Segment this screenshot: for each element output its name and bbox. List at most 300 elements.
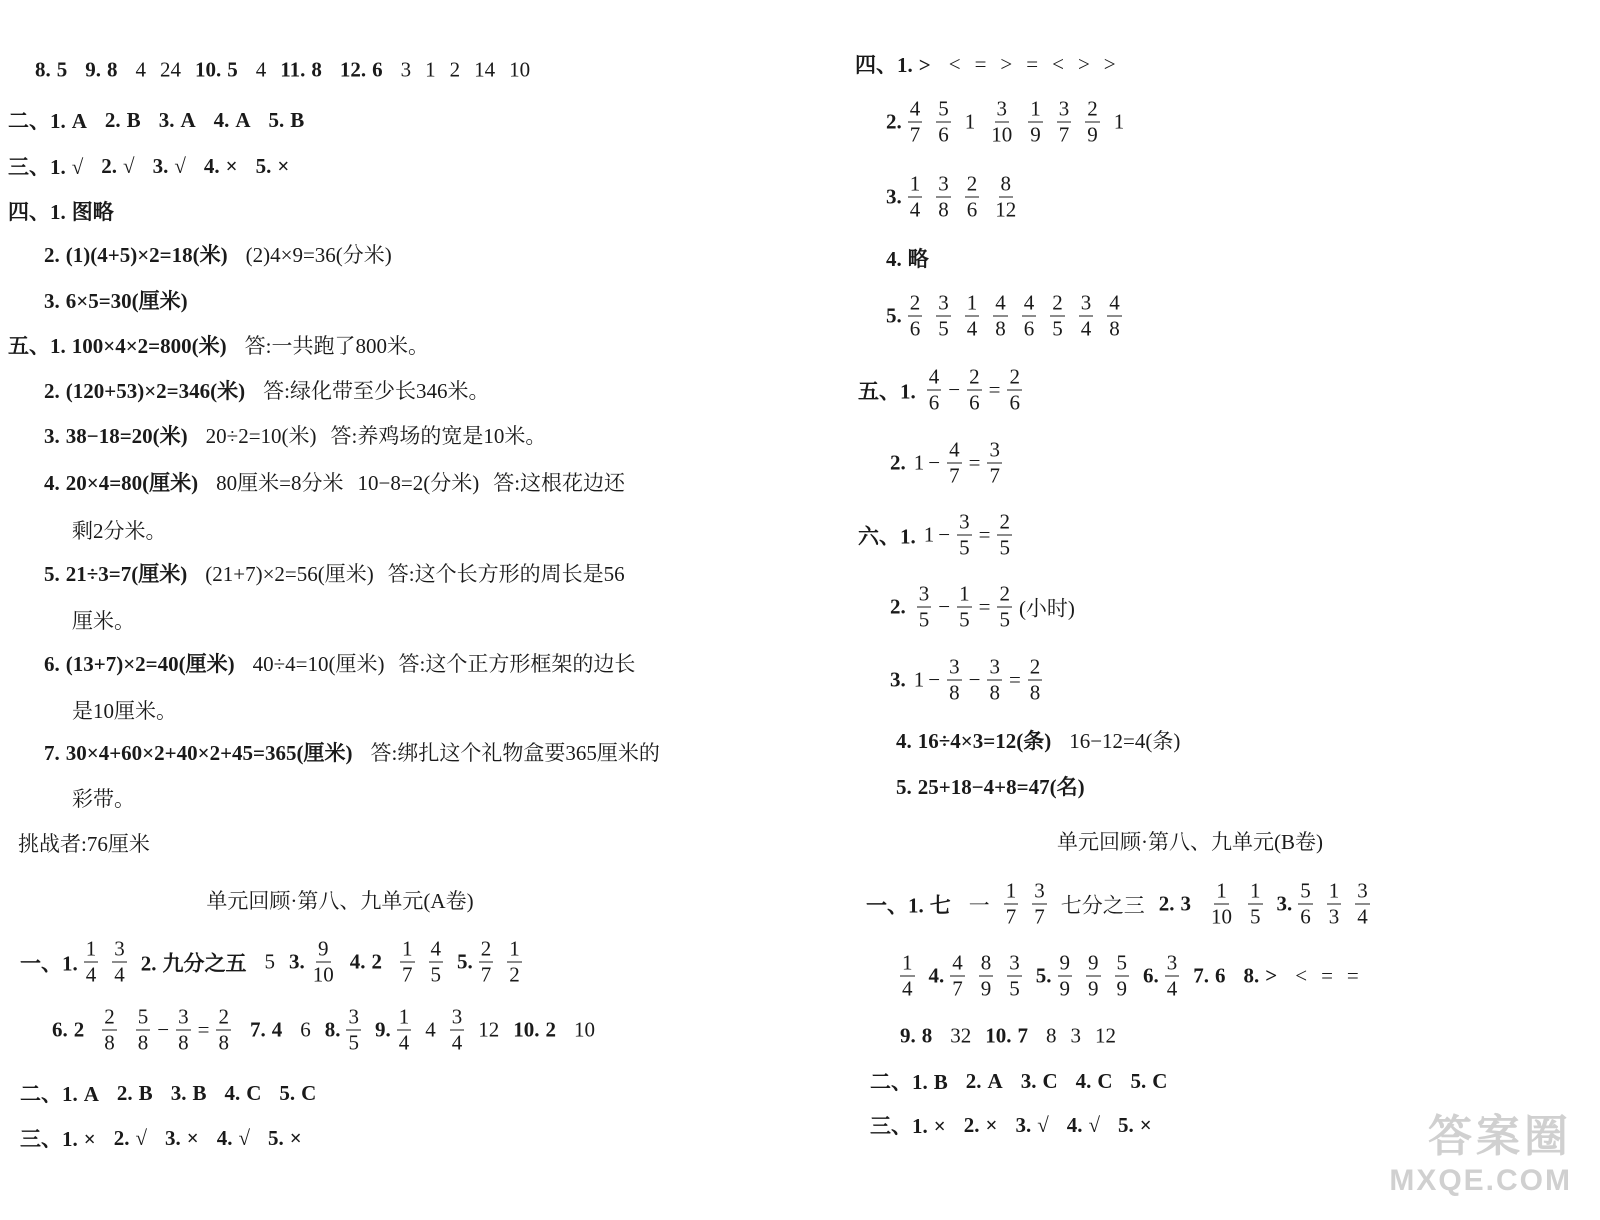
- question-number: 3.: [170, 1080, 187, 1105]
- answer-line: [20, 936, 536, 987]
- question-number: 2.: [890, 594, 906, 619]
- fraction-denominator: 8: [137, 1030, 149, 1055]
- answer-value: ×: [289, 1125, 302, 1150]
- answer-value: 2: [73, 1017, 85, 1042]
- answer-line: [890, 581, 1091, 632]
- answer-value: 6: [1215, 963, 1226, 988]
- question-number: 3.: [289, 949, 305, 974]
- answer-value: 3: [400, 57, 412, 82]
- fraction-denominator: 4: [902, 976, 913, 1001]
- equation-term: −: [928, 667, 941, 692]
- answer-value: √: [1088, 1112, 1100, 1137]
- answer-value: A: [180, 107, 196, 132]
- answer-line: [866, 878, 1384, 929]
- question-number: 3.: [1276, 891, 1293, 916]
- question-item: [250, 1018, 282, 1043]
- fraction-numerator: 3: [996, 96, 1007, 121]
- answer-value: 答:这个长方形的周长是56: [387, 562, 625, 586]
- answer-value: C: [246, 1080, 262, 1105]
- equation-term: −: [157, 1017, 170, 1042]
- question-number: 2.: [886, 109, 902, 134]
- answer-value: 答:绿化带至少长346米。: [263, 379, 490, 403]
- answer-line: [8, 105, 322, 135]
- answer-value: B: [138, 1080, 153, 1105]
- fraction-numerator: 3: [178, 1004, 189, 1029]
- question-number: 4.: [349, 949, 366, 974]
- question-item: [204, 154, 238, 179]
- fraction: [936, 171, 951, 222]
- fraction: [950, 950, 965, 1001]
- answer-value: B: [126, 107, 141, 132]
- fraction-numerator: 3: [1080, 290, 1092, 315]
- fraction: [900, 950, 915, 1001]
- question-item: [8, 196, 114, 226]
- answer-value: C: [301, 1080, 317, 1105]
- fraction-denominator: 4: [398, 1030, 410, 1055]
- fraction-denominator: 4: [1080, 316, 1092, 341]
- answer-value: √: [123, 153, 135, 178]
- answer-value: 14: [474, 57, 496, 82]
- fraction: [997, 581, 1012, 632]
- equation-term: =: [978, 594, 991, 619]
- fraction: [1115, 950, 1130, 1001]
- fraction-numerator: 3: [1357, 878, 1368, 903]
- answer-value: >: [1077, 51, 1090, 76]
- fraction: [967, 364, 982, 415]
- fraction-numerator: 2: [969, 364, 980, 389]
- question-item: [325, 1018, 341, 1043]
- answer-value: ×: [186, 1125, 199, 1150]
- question-item: [224, 1081, 261, 1106]
- fraction-denominator: 9: [1030, 122, 1041, 147]
- fraction-denominator: 6: [909, 316, 921, 341]
- fraction-numerator: 3: [1058, 96, 1070, 121]
- answer-value: 2: [371, 949, 382, 974]
- question-number: 4.: [213, 107, 230, 132]
- fraction: [908, 290, 923, 341]
- question-number: 4.: [928, 963, 945, 988]
- fraction-denominator: 9: [1088, 976, 1099, 1001]
- fraction-denominator: 5: [1250, 904, 1261, 929]
- answer-value: <: [1052, 51, 1064, 76]
- equation-term: −: [938, 594, 951, 619]
- answer-value: >: [1265, 963, 1278, 988]
- fraction: [989, 96, 1014, 147]
- question-number: 5.: [1130, 1068, 1147, 1093]
- question-item: [929, 964, 945, 989]
- question-item: [171, 1081, 207, 1106]
- question-item: [279, 1081, 316, 1106]
- answer-value: 21÷3=7(厘米): [65, 562, 188, 586]
- fraction: [979, 950, 994, 1001]
- answer-value: 38−18=20(米): [65, 424, 188, 448]
- question-number: 5.: [1035, 963, 1052, 988]
- question-item: [886, 243, 929, 273]
- answer-value: =: [1026, 51, 1039, 76]
- question-item: [1067, 1113, 1100, 1138]
- answer-value: (1)(4+5)×2=18(米): [65, 243, 228, 267]
- fraction: [1327, 878, 1342, 929]
- answer-value: 20×4=80(厘米): [65, 471, 199, 495]
- answer-value: 答:这个正方形框架的边长: [398, 652, 636, 676]
- question-item: [985, 1024, 1028, 1049]
- question-number: 5.: [1118, 1112, 1134, 1137]
- answer-value: 7: [1017, 1023, 1028, 1048]
- answer-value: 6: [300, 1017, 311, 1042]
- fraction-numerator: 1: [398, 1004, 410, 1029]
- question-number: 五、1.: [858, 379, 916, 403]
- question-item: [217, 1126, 250, 1151]
- fraction-numerator: 5: [938, 96, 949, 121]
- fraction: [1165, 950, 1180, 1001]
- question-item: [214, 108, 251, 133]
- answer-value: 8: [311, 57, 322, 82]
- fraction-denominator: 7: [480, 962, 492, 987]
- question-number: 4.: [216, 1125, 233, 1150]
- answer-value: 1: [1113, 109, 1125, 134]
- fraction: [400, 936, 415, 987]
- answer-value: 8: [107, 57, 118, 82]
- fraction: [1085, 96, 1100, 147]
- fraction-numerator: 1: [902, 950, 913, 975]
- question-item: [964, 1113, 998, 1138]
- question-item: [44, 375, 245, 405]
- answer-value: 16÷4×3=12(条): [917, 729, 1052, 753]
- answer-value: 七: [929, 893, 951, 917]
- question-item: [375, 1018, 391, 1043]
- fraction-denominator: 7: [402, 962, 413, 987]
- fraction-numerator: 3: [989, 654, 1000, 679]
- fraction: [936, 96, 951, 147]
- question-item: [159, 108, 196, 133]
- question-number: 4.: [886, 247, 902, 271]
- fraction-numerator: 9: [1088, 950, 1099, 975]
- question-item: [256, 154, 290, 179]
- answer-line: [858, 364, 1041, 415]
- fraction-denominator: 4: [451, 1030, 463, 1055]
- fraction: [1004, 878, 1019, 929]
- question-item: [966, 1069, 1003, 1094]
- fraction: [993, 290, 1008, 341]
- fraction-denominator: 5: [348, 1030, 359, 1055]
- question-item: [1143, 964, 1159, 989]
- fraction-numerator: 2: [104, 1004, 115, 1029]
- question-number: 7.: [44, 741, 60, 765]
- question-number: 2.: [44, 379, 60, 403]
- fraction-denominator: 5: [938, 316, 949, 341]
- fraction-numerator: 1: [959, 581, 970, 606]
- fraction-denominator: 4: [1166, 976, 1178, 1001]
- question-number: 4.: [203, 153, 220, 178]
- fraction-denominator: 5: [959, 535, 970, 560]
- fraction: [450, 1004, 465, 1055]
- answer-line: [44, 420, 560, 450]
- fraction-numerator: 2: [1029, 654, 1041, 679]
- answer-value: 10: [509, 57, 531, 82]
- answer-line: [35, 58, 544, 83]
- fraction-numerator: 3: [938, 290, 949, 315]
- answer-value: A: [71, 109, 87, 133]
- fraction: [987, 437, 1002, 488]
- question-item: [141, 947, 247, 977]
- answer-line: [8, 151, 307, 181]
- answer-value: >: [918, 53, 931, 77]
- fraction-denominator: 8: [218, 1030, 229, 1055]
- answer-value: ×: [985, 1112, 998, 1137]
- question-number: 三、1.: [870, 1114, 928, 1138]
- fraction-numerator: 4: [909, 96, 921, 121]
- answer-value: 答:一共跑了800米。: [244, 334, 429, 358]
- question-item: [44, 648, 235, 678]
- question-item: [20, 1078, 99, 1108]
- question-number: 四、1.: [855, 53, 913, 77]
- fraction-denominator: 4: [114, 962, 125, 987]
- answer-value: (120+53)×2=346(米): [65, 379, 246, 403]
- question-number: 4.: [896, 729, 912, 753]
- fraction: [957, 581, 972, 632]
- question-number: 3.: [886, 184, 902, 209]
- fraction: [84, 936, 99, 987]
- fraction-equation: [922, 364, 1027, 415]
- question-item: [886, 304, 902, 329]
- answer-value: =: [1346, 963, 1359, 988]
- question-item: [870, 1066, 948, 1096]
- answer-value: C: [1042, 1068, 1058, 1093]
- question-number: 8.: [324, 1017, 341, 1042]
- question-item: [1118, 1113, 1152, 1138]
- fraction-denominator: 7: [1058, 122, 1070, 147]
- watermark: [1389, 1100, 1572, 1198]
- answer-value: 25+18−4+8=47(名): [917, 775, 1085, 799]
- fraction: [479, 936, 494, 987]
- answer-line: [870, 1110, 1170, 1140]
- fraction-numerator: 1: [966, 290, 978, 315]
- answer-line: [44, 375, 503, 405]
- fraction-numerator: 4: [1109, 290, 1120, 315]
- fraction: [1007, 950, 1022, 1001]
- answer-value: A: [235, 107, 251, 132]
- fraction-denominator: 4: [966, 316, 978, 341]
- answer-value: 2: [545, 1017, 556, 1042]
- question-number: 3.: [1020, 1068, 1037, 1093]
- question-item: [886, 110, 902, 135]
- answer-line: [8, 196, 132, 226]
- question-item: [890, 668, 906, 693]
- question-item: [117, 1081, 153, 1106]
- equation-term: −: [938, 522, 951, 547]
- answer-line: [886, 171, 1032, 222]
- answer-line: [44, 737, 674, 767]
- answer-value: (21+7)×2=56(厘米): [205, 562, 374, 586]
- answer-value: A: [83, 1082, 99, 1106]
- fraction-denominator: 10: [991, 122, 1013, 147]
- answer-value: 10−8=2(分米): [357, 471, 480, 495]
- question-number: 2.: [44, 243, 60, 267]
- watermark-site: MXQE.COM: [1389, 1164, 1572, 1197]
- answer-value: 1: [964, 109, 976, 134]
- answer-value: A: [987, 1068, 1003, 1093]
- fraction: [1079, 290, 1094, 341]
- answer-value: 厘米。: [72, 609, 135, 633]
- equation-term: −: [928, 450, 941, 475]
- question-number: 3.: [1015, 1112, 1032, 1137]
- fraction-numerator: 9: [1059, 950, 1070, 975]
- question-item: [1076, 1069, 1113, 1094]
- question-item: [1131, 1069, 1168, 1094]
- answer-line: [886, 96, 1138, 147]
- fraction: [1086, 950, 1101, 1001]
- question-item: [44, 737, 353, 767]
- fraction-numerator: 3: [989, 437, 1000, 462]
- question-item: [886, 185, 902, 210]
- fraction-denominator: 3: [1328, 904, 1340, 929]
- answer-line: [886, 243, 947, 273]
- question-item: [858, 375, 916, 405]
- fraction-denominator: 6: [938, 122, 949, 147]
- fraction-denominator: 6: [1023, 316, 1035, 341]
- answer-value: 略: [907, 247, 929, 271]
- question-number: 9.: [900, 1023, 916, 1048]
- fraction: [429, 936, 444, 987]
- equation-term: =: [197, 1017, 210, 1042]
- fraction-denominator: 8: [995, 316, 1006, 341]
- question-number: 8.: [1243, 963, 1260, 988]
- fraction-equation: [912, 654, 1048, 705]
- answer-line: [896, 725, 1194, 755]
- answer-value: 图略: [71, 200, 114, 224]
- equation-term: =: [1008, 667, 1021, 692]
- fraction-numerator: 2: [1009, 364, 1020, 389]
- question-item: [280, 58, 322, 83]
- fraction: [1050, 290, 1065, 341]
- answer-value: 4: [255, 57, 267, 82]
- question-item: [8, 330, 227, 360]
- question-item: [289, 950, 305, 975]
- fraction-numerator: 3: [1034, 878, 1045, 903]
- question-number: 7.: [1193, 963, 1209, 988]
- fraction: [1355, 878, 1370, 929]
- answer-value: >: [1000, 51, 1013, 76]
- fraction-numerator: 1: [85, 936, 97, 961]
- fraction-numerator: 5: [1116, 950, 1127, 975]
- question-number: 9.: [85, 57, 101, 82]
- fraction-equation: [912, 581, 1077, 632]
- fraction: [1248, 878, 1263, 929]
- fraction: [176, 1004, 191, 1055]
- fraction: [102, 1004, 117, 1055]
- answer-value: 5: [56, 57, 68, 82]
- fraction: [1032, 878, 1047, 929]
- question-item: [35, 58, 67, 83]
- fraction-denominator: 8: [949, 680, 960, 705]
- answer-value: 答:这根花边还: [493, 471, 626, 495]
- question-number: 6.: [1143, 963, 1159, 988]
- question-number: 9.: [374, 1017, 391, 1042]
- answer-value: 一: [968, 893, 990, 917]
- question-number: 4.: [1066, 1112, 1083, 1137]
- question-number: 10.: [195, 57, 222, 82]
- question-item: [195, 58, 238, 83]
- fraction-numerator: 1: [1030, 96, 1041, 121]
- fraction: [1007, 364, 1022, 415]
- answer-line: [896, 771, 1103, 801]
- question-number: 11.: [280, 57, 306, 82]
- answer-value: 40÷4=10(厘米): [252, 652, 385, 676]
- question-number: 6.: [52, 1017, 68, 1042]
- question-item: [52, 1018, 84, 1043]
- fraction-denominator: 8: [989, 680, 1000, 705]
- answer-value: 12: [1095, 1023, 1116, 1048]
- fraction-denominator: 7: [1005, 904, 1017, 929]
- question-number: 8.: [35, 57, 51, 82]
- fraction: [908, 171, 923, 222]
- question-number: 2.: [113, 1125, 130, 1150]
- answer-value: ×: [225, 153, 238, 178]
- answer-line: [890, 654, 1061, 705]
- answer-value: ×: [933, 1114, 946, 1138]
- fraction-numerator: 8: [980, 950, 992, 975]
- question-number: 三、1.: [20, 1127, 78, 1151]
- fraction: [397, 1004, 412, 1055]
- question-number: 5.: [457, 949, 473, 974]
- fraction-numerator: 4: [995, 290, 1006, 315]
- answer-value: 4: [135, 57, 146, 82]
- equation-term: 1: [913, 450, 925, 475]
- answer-value: 剩2分米。: [72, 519, 167, 543]
- question-number: 5.: [886, 303, 902, 328]
- question-number: 3.: [158, 107, 175, 132]
- answer-value: B: [290, 107, 305, 132]
- question-number: 2.: [104, 107, 121, 132]
- question-number: 2.: [116, 1080, 133, 1105]
- fraction: [1022, 290, 1037, 341]
- fraction-denominator: 4: [1357, 904, 1368, 929]
- fraction: [997, 509, 1012, 560]
- answer-value: 10: [573, 1017, 595, 1042]
- question-number: 5.: [268, 1125, 284, 1150]
- answer-value: >: [1103, 51, 1116, 76]
- answer-line: [900, 1024, 1130, 1049]
- answer-value: ×: [1139, 1112, 1152, 1137]
- question-number: 2.: [890, 450, 906, 475]
- fraction: [917, 581, 932, 632]
- answer-line: [870, 1066, 1185, 1096]
- fraction-numerator: 5: [1300, 878, 1311, 903]
- answer-value: 80厘米=8分米: [216, 471, 344, 495]
- watermark-brand: 答案圈: [1428, 1112, 1572, 1161]
- fraction-numerator: 4: [1023, 290, 1035, 315]
- question-number: 3.: [152, 153, 169, 178]
- question-number: 5.: [44, 562, 60, 586]
- question-item: [20, 1123, 96, 1153]
- fraction-denominator: 8: [1109, 316, 1120, 341]
- question-item: [165, 1126, 199, 1151]
- answer-value: (2)4×9=36(分米): [245, 243, 392, 267]
- answer-value: 16−12=4(条): [1069, 729, 1181, 753]
- fraction: [1028, 654, 1043, 705]
- answer-value: 九分之五: [162, 951, 247, 975]
- question-item: [890, 595, 906, 620]
- question-item: [1021, 1069, 1058, 1094]
- answer-value: √: [238, 1125, 250, 1150]
- answer-value: √: [1037, 1112, 1049, 1137]
- question-item: [105, 108, 141, 133]
- question-item: [340, 58, 383, 83]
- question-number: 6.: [44, 652, 60, 676]
- answer-value: 是10厘米。: [72, 699, 177, 723]
- question-item: [44, 467, 198, 497]
- fraction-denominator: 7: [952, 976, 963, 1001]
